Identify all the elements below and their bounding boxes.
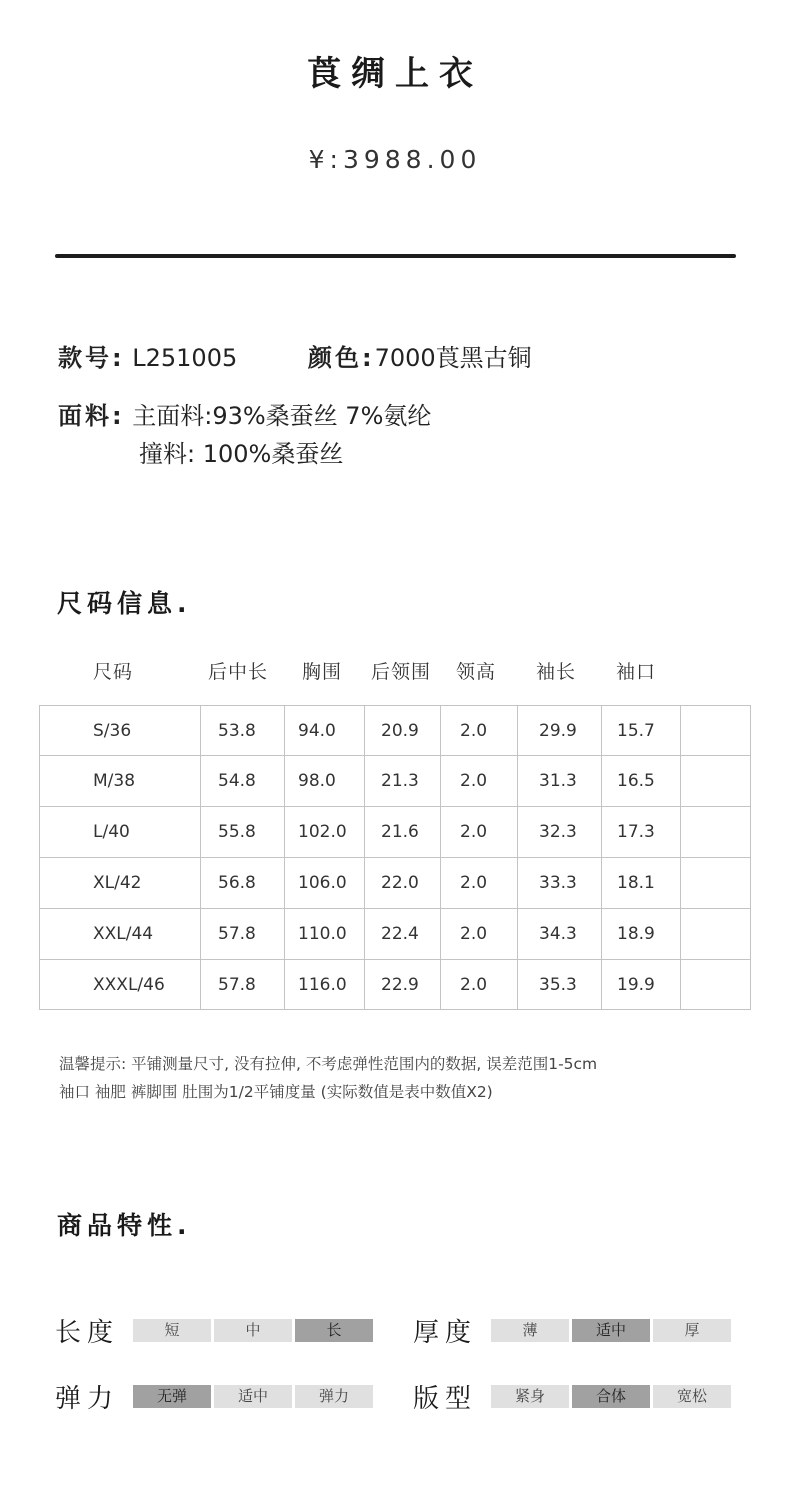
fabric-lining: 撞料: 100%桑蚕丝 [139, 440, 344, 468]
feature-option: 薄 [491, 1319, 569, 1342]
size-note-line2: 袖口 袖肥 裤脚围 肚围为1/2平铺度量 (实际数值是表中数值X2) [59, 1083, 493, 1101]
measure-cell: 106.0 [285, 858, 365, 909]
feature-option-selected: 长 [295, 1319, 373, 1342]
feature-label: 长度 [55, 1318, 120, 1348]
feature-option: 弹力 [295, 1385, 373, 1408]
measure-cell: 31.3 [518, 756, 602, 807]
measure-cell: 102.0 [285, 807, 365, 858]
measure-cell: 2.0 [441, 909, 518, 960]
style-number-value: L251005 [132, 344, 238, 372]
measure-cell: 22.0 [365, 858, 441, 909]
measure-cell: 55.8 [201, 807, 285, 858]
size-cell: XXL/44 [40, 909, 201, 960]
feature-option-selected: 合体 [572, 1385, 650, 1408]
measure-cell: 94.0 [285, 706, 365, 756]
color-row [308, 338, 532, 373]
feature-scale [133, 1319, 373, 1342]
feature-label: 弹力 [55, 1384, 120, 1414]
header-collar-height: 领高 [456, 661, 497, 683]
measure-cell: 98.0 [285, 756, 365, 807]
measure-cell: 22.9 [365, 960, 441, 1010]
header-back-collar: 后领围 [371, 661, 432, 683]
measure-cell: 18.9 [602, 909, 681, 960]
size-row [40, 807, 751, 858]
features-section-title: 商品特性. [57, 1211, 192, 1240]
measure-cell: 15.7 [602, 706, 681, 756]
product-title: 莨绸上衣 [307, 54, 483, 94]
measure-cell: 22.4 [365, 909, 441, 960]
size-row [40, 858, 751, 909]
empty-cell [681, 807, 751, 858]
measure-cell: 29.9 [518, 706, 602, 756]
size-row [40, 706, 751, 756]
fabric-row [58, 396, 431, 431]
feature-scale [491, 1385, 731, 1408]
empty-cell [681, 756, 751, 807]
feature-option: 宽松 [653, 1385, 731, 1408]
measure-cell: 2.0 [441, 706, 518, 756]
measure-cell: 32.3 [518, 807, 602, 858]
size-cell: XXXL/46 [40, 960, 201, 1010]
style-number-row [58, 338, 237, 373]
header-back-length: 后中长 [208, 661, 269, 683]
empty-cell [681, 858, 751, 909]
measure-cell: 16.5 [602, 756, 681, 807]
header-cuff: 袖口 [616, 661, 657, 683]
empty-cell [681, 960, 751, 1010]
feature-option: 中 [214, 1319, 292, 1342]
feature-label: 版型 [413, 1384, 478, 1414]
measure-cell: 56.8 [201, 858, 285, 909]
header-sleeve-length: 袖长 [536, 661, 577, 683]
measure-cell: 57.8 [201, 960, 285, 1010]
size-row [40, 756, 751, 807]
size-cell: M/38 [40, 756, 201, 807]
measure-cell: 21.6 [365, 807, 441, 858]
measure-cell: 54.8 [201, 756, 285, 807]
feature-option-selected: 适中 [572, 1319, 650, 1342]
feature-option: 短 [133, 1319, 211, 1342]
measure-cell: 116.0 [285, 960, 365, 1010]
measure-cell: 2.0 [441, 807, 518, 858]
measure-cell: 19.9 [602, 960, 681, 1010]
header-size: 尺码 [93, 661, 134, 683]
feature-option: 紧身 [491, 1385, 569, 1408]
size-row [40, 960, 751, 1010]
size-cell: S/36 [40, 706, 201, 756]
feature-scale [133, 1385, 373, 1408]
feature-scale [491, 1319, 731, 1342]
measure-cell: 110.0 [285, 909, 365, 960]
measure-cell: 2.0 [441, 858, 518, 909]
measure-cell: 18.1 [602, 858, 681, 909]
header-chest: 胸围 [302, 661, 343, 683]
measure-cell: 21.3 [365, 756, 441, 807]
color-value: 7000莨黑古铜 [374, 344, 532, 372]
product-price: ¥:3988.00 [308, 145, 482, 174]
feature-option-selected: 无弹 [133, 1385, 211, 1408]
size-table [39, 705, 751, 1010]
measure-cell: 57.8 [201, 909, 285, 960]
measure-cell: 34.3 [518, 909, 602, 960]
size-cell: XL/42 [40, 858, 201, 909]
size-note-line1: 温馨提示: 平铺测量尺寸, 没有拉伸, 不考虑弹性范围内的数据, 误差范围1-5cm [59, 1055, 598, 1073]
fabric-main: 主面料:93%桑蚕丝 7%氨纶 [132, 402, 432, 430]
fabric-lining-row [139, 434, 343, 469]
measure-cell: 17.3 [602, 807, 681, 858]
feature-label: 厚度 [413, 1318, 478, 1348]
measure-cell: 53.8 [201, 706, 285, 756]
style-number-label: 款号: [58, 344, 125, 372]
size-section-title: 尺码信息. [57, 589, 192, 618]
divider [55, 254, 736, 258]
size-row [40, 909, 751, 960]
measure-cell: 35.3 [518, 960, 602, 1010]
measure-cell: 33.3 [518, 858, 602, 909]
measure-cell: 2.0 [441, 960, 518, 1010]
size-cell: L/40 [40, 807, 201, 858]
measure-cell: 20.9 [365, 706, 441, 756]
feature-option: 适中 [214, 1385, 292, 1408]
fabric-label: 面料: [58, 402, 125, 430]
feature-option: 厚 [653, 1319, 731, 1342]
color-label: 颜色: [308, 344, 375, 372]
empty-cell [681, 706, 751, 756]
measure-cell: 2.0 [441, 756, 518, 807]
empty-cell [681, 909, 751, 960]
